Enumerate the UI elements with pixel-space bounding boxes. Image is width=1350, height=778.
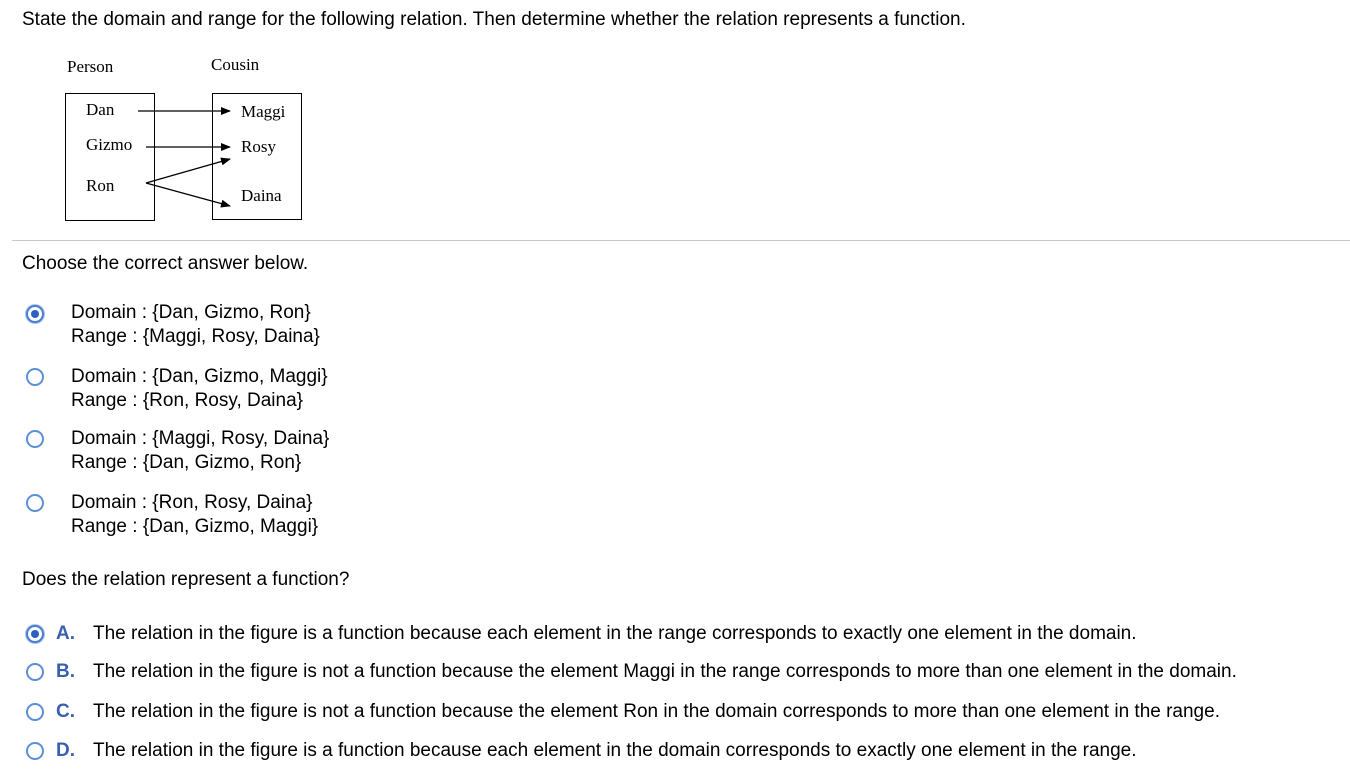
q1-option-2-range: Range : {Ron, Rosy, Daina} (71, 390, 304, 411)
q1-option-1-domain: Domain : {Dan, Gizmo, Ron} (71, 302, 311, 323)
q2-option-b-text[interactable]: The relation in the figure is not a function because the element Maggi in the range corresponds to more than one element in the domain. (93, 661, 1237, 682)
q2-option-c-text[interactable]: The relation in the figure is not a function because the element Ron in the domain corresponds to more than one element in the range. (93, 701, 1220, 722)
q2-option-c-radio[interactable] (26, 703, 44, 721)
range-item-daina: Daina (241, 186, 282, 205)
q2-option-a-radio[interactable] (26, 625, 44, 643)
q1-option-3-domain: Domain : {Maggi, Rosy, Daina} (71, 428, 330, 449)
arrow-ron-rosy (146, 159, 230, 183)
q1-option-2[interactable] (71, 365, 328, 413)
section-divider (12, 240, 1350, 241)
q1-option-3-range: Range : {Dan, Gizmo, Ron} (71, 452, 302, 473)
q2-option-d-letter[interactable]: D. (56, 740, 75, 761)
q2-option-a-letter[interactable]: A. (56, 623, 75, 644)
question-prompt: State the domain and range for the following relation. Then determine whether the relation represents a function. (22, 9, 966, 30)
q1-option-3[interactable] (71, 427, 329, 475)
person-header: Person (67, 57, 114, 76)
q1-option-1-radio[interactable] (26, 305, 44, 323)
question1-label: Choose the correct answer below. (22, 253, 309, 274)
question2-label: Does the relation represent a function? (22, 569, 350, 590)
q1-option-4-domain: Domain : {Ron, Rosy, Daina} (71, 492, 313, 513)
q2-option-b-radio[interactable] (26, 663, 44, 681)
q1-option-4-radio[interactable] (26, 494, 44, 512)
q2-option-c-letter[interactable]: C. (56, 701, 75, 722)
cousin-header: Cousin (211, 55, 260, 74)
q1-option-1-range: Range : {Maggi, Rosy, Daina} (71, 326, 320, 347)
q2-option-d-radio[interactable] (26, 742, 44, 760)
q2-option-a-text[interactable]: The relation in the figure is a function because each element in the range corresponds to exactly one element in the domain. (93, 623, 1137, 644)
q1-option-3-radio[interactable] (26, 430, 44, 448)
arrow-ron-daina (146, 183, 230, 206)
range-item-maggi: Maggi (241, 102, 286, 121)
q1-option-2-radio[interactable] (26, 368, 44, 386)
q1-option-1[interactable] (71, 301, 320, 349)
q1-option-4-range: Range : {Dan, Gizmo, Maggi} (71, 516, 319, 537)
q2-option-b-letter[interactable]: B. (56, 661, 75, 682)
domain-item-ron: Ron (86, 176, 115, 195)
q1-option-4[interactable] (71, 491, 318, 539)
q2-option-d-text[interactable]: The relation in the figure is a function because each element in the domain corresponds to exactly one element in the range. (93, 740, 1137, 761)
domain-item-dan: Dan (86, 100, 115, 119)
mapping-arrows (0, 0, 400, 235)
q1-option-2-domain: Domain : {Dan, Gizmo, Maggi} (71, 366, 328, 387)
range-item-rosy: Rosy (241, 137, 276, 156)
relation-diagram (0, 0, 400, 235)
domain-item-gizmo: Gizmo (86, 135, 133, 154)
